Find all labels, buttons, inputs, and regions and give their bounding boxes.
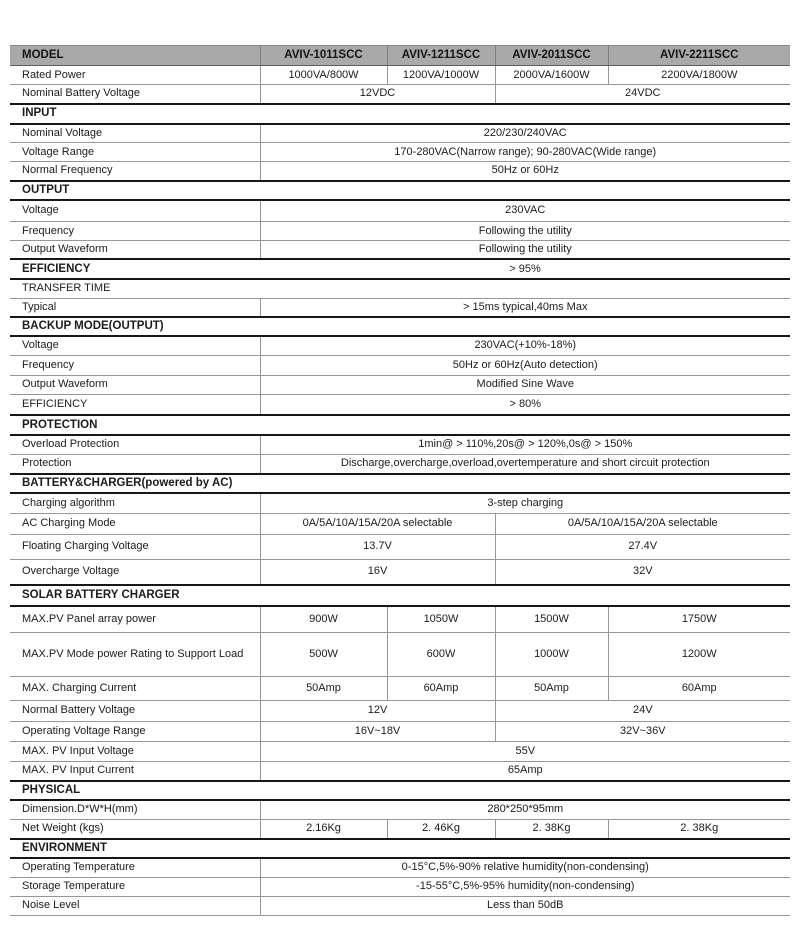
spec-row-protection [10, 454, 790, 474]
section-heading: BATTERY&CHARGER(powered by AC) [10, 474, 790, 493]
spec-value-cell: 2. 46Kg [387, 819, 495, 839]
spec-value-cell: 1200VA/1000W [387, 66, 495, 85]
row-label: Frequency [10, 355, 260, 375]
spec-value-cell: 16V [260, 559, 495, 585]
spec-value-cell: 2200VA/1800W [608, 66, 790, 85]
row-label: Normal Frequency [10, 162, 260, 181]
spec-row-dimension-d-w-h-mm [10, 800, 790, 819]
spec-row-ac-charging-mode [10, 513, 790, 534]
spec-value-cell: 50Hz or 60Hz(Auto detection) [260, 355, 790, 375]
row-label: Overcharge Voltage [10, 559, 260, 585]
spec-value-cell: > 15ms typical,40ms Max [260, 298, 790, 317]
model-header-label: MODEL [10, 46, 260, 66]
row-label: Normal Battery Voltage [10, 700, 260, 721]
spec-row-battery-charger-powered-by-ac [10, 474, 790, 493]
spec-row-output-waveform [10, 375, 790, 394]
spec-value-cell: 27.4V [495, 534, 790, 559]
spec-value-cell: 500W [260, 632, 387, 676]
spec-value-cell: 1050W [387, 606, 495, 632]
row-label: Operating Voltage Range [10, 721, 260, 741]
spec-row-overcharge-voltage [10, 559, 790, 585]
row-label: AC Charging Mode [10, 513, 260, 534]
spec-value-cell: 600W [387, 632, 495, 676]
row-label: EFFICIENCY [10, 394, 260, 415]
spec-row-efficiency [10, 259, 790, 279]
section-heading: ENVIRONMENT [10, 839, 790, 858]
row-label: Storage Temperature [10, 877, 260, 896]
row-label: MAX. PV Input Current [10, 761, 260, 781]
spec-value-cell: 16V~18V [260, 721, 495, 741]
spec-value-cell: 2.16Kg [260, 819, 387, 839]
spec-value-cell: -15-55°C,5%-95% humidity(non-condensing) [260, 877, 790, 896]
spec-value-cell: 50Amp [495, 676, 608, 700]
spec-row-normal-battery-voltage [10, 700, 790, 721]
spec-value-cell: 0-15°C,5%-90% relative humidity(non-condensing) [260, 858, 790, 877]
spec-row-charging-algorithm [10, 493, 790, 513]
spec-row-frequency [10, 355, 790, 375]
spec-value-cell: 50Hz or 60Hz [260, 162, 790, 181]
spec-value-cell: 2. 38Kg [608, 819, 790, 839]
row-label: Protection [10, 454, 260, 474]
spec-value-cell: 1000VA/800W [260, 66, 387, 85]
model-name-1: AVIV-1011SCC [260, 46, 387, 66]
row-label: Charging algorithm [10, 493, 260, 513]
row-label: Floating Charging Voltage [10, 534, 260, 559]
subsection-heading: TRANSFER TIME [10, 279, 790, 298]
spec-table-body [10, 66, 790, 916]
row-label: MAX. Charging Current [10, 676, 260, 700]
spec-row-rated-power [10, 66, 790, 85]
spec-row-max-pv-input-voltage [10, 741, 790, 761]
spec-value-cell: > 80% [260, 394, 790, 415]
section-heading: SOLAR BATTERY CHARGER [10, 585, 790, 606]
row-label: Typical [10, 298, 260, 317]
spec-value-cell: 1000W [495, 632, 608, 676]
row-label: Voltage [10, 336, 260, 355]
row-label: Noise Level [10, 896, 260, 915]
spec-value-cell: 280*250*95mm [260, 800, 790, 819]
row-label: Operating Temperature [10, 858, 260, 877]
spec-row-operating-temperature [10, 858, 790, 877]
spec-row-max-pv-input-current [10, 761, 790, 781]
spec-value-cell: 50Amp [260, 676, 387, 700]
spec-row-max-pv-panel-array-power [10, 606, 790, 632]
spec-row-normal-frequency [10, 162, 790, 181]
spec-value-cell: 32V [495, 559, 790, 585]
spec-row-net-weight-kgs [10, 819, 790, 839]
row-label: Voltage [10, 200, 260, 222]
spec-row-solar-battery-charger [10, 585, 790, 606]
section-heading: PROTECTION [10, 415, 790, 435]
spec-row-voltage-range [10, 143, 790, 162]
spec-value-cell: 1500W [495, 606, 608, 632]
spec-value-cell: Less than 50dB [260, 896, 790, 915]
spec-row-environment [10, 839, 790, 858]
spec-value-cell: 12VDC [260, 85, 495, 104]
row-label: MAX.PV Panel array power [10, 606, 260, 632]
spec-row-max-pv-mode-power-rating-to-support-load [10, 632, 790, 676]
spec-row-transfer-time [10, 279, 790, 298]
spec-value-cell: 1min@ > 110%,20s@ > 120%,0s@ > 150% [260, 435, 790, 454]
spec-row-output-waveform [10, 241, 790, 260]
spec-row-input [10, 104, 790, 124]
spec-value-cell: 170-280VAC(Narrow range); 90-280VAC(Wide range) [260, 143, 790, 162]
spec-row-noise-level [10, 896, 790, 915]
section-heading: OUTPUT [10, 181, 790, 200]
spec-row-output [10, 181, 790, 200]
spec-row-operating-voltage-range [10, 721, 790, 741]
spec-value-cell: 0A/5A/10A/15A/20A selectable [495, 513, 790, 534]
model-name-2: AVIV-1211SCC [387, 46, 495, 66]
section-heading: INPUT [10, 104, 790, 124]
spec-value-cell: 13.7V [260, 534, 495, 559]
row-label: Nominal Voltage [10, 124, 260, 143]
spec-row-nominal-battery-voltage [10, 85, 790, 104]
spec-value-cell: 1750W [608, 606, 790, 632]
spec-value-cell: 24VDC [495, 85, 790, 104]
spec-value-cell: 60Amp [387, 676, 495, 700]
row-label: Nominal Battery Voltage [10, 85, 260, 104]
spec-value-cell: 3-step charging [260, 493, 790, 513]
row-label: Dimension.D*W*H(mm) [10, 800, 260, 819]
spec-value-cell: 0A/5A/10A/15A/20A selectable [260, 513, 495, 534]
spec-row-typical [10, 298, 790, 317]
spec-value-cell: 900W [260, 606, 387, 632]
model-name-3: AVIV-2011SCC [495, 46, 608, 66]
row-label: Rated Power [10, 66, 260, 85]
row-label: Overload Protection [10, 435, 260, 454]
spec-value-cell: 2000VA/1600W [495, 66, 608, 85]
spec-value-cell: 65Amp [260, 761, 790, 781]
spec-row-storage-temperature [10, 877, 790, 896]
spec-row-voltage [10, 336, 790, 355]
spec-value-cell: 1200W [608, 632, 790, 676]
spec-value-cell: 60Amp [608, 676, 790, 700]
spec-row-protection [10, 415, 790, 435]
spec-row-physical [10, 781, 790, 800]
spec-value-cell: 55V [260, 741, 790, 761]
model-header-row [10, 46, 790, 66]
spec-row-frequency [10, 222, 790, 241]
section-heading: PHYSICAL [10, 781, 790, 800]
spec-value-cell: Discharge,overcharge,overload,overtemperature and short circuit protection [260, 454, 790, 474]
spec-row-nominal-voltage [10, 124, 790, 143]
spec-value-cell: Following the utility [260, 241, 790, 260]
spec-row-backup-mode-output [10, 317, 790, 336]
section-heading: EFFICIENCY [10, 259, 260, 279]
spec-value-cell: 32V~36V [495, 721, 790, 741]
spec-value-cell: 2. 38Kg [495, 819, 608, 839]
spec-value-cell: Modified Sine Wave [260, 375, 790, 394]
row-label: Output Waveform [10, 375, 260, 394]
spec-value-cell: 220/230/240VAC [260, 124, 790, 143]
spec-value-cell: Following the utility [260, 222, 790, 241]
section-value: > 95% [260, 259, 790, 279]
section-heading: BACKUP MODE(OUTPUT) [10, 317, 790, 336]
spec-table [10, 45, 790, 916]
spec-value-cell: 230VAC [260, 200, 790, 222]
spec-row-floating-charging-voltage [10, 534, 790, 559]
row-label: Frequency [10, 222, 260, 241]
row-label: Voltage Range [10, 143, 260, 162]
spec-row-voltage [10, 200, 790, 222]
row-label: MAX.PV Mode power Rating to Support Load [10, 632, 260, 676]
row-label: Net Weight (kgs) [10, 819, 260, 839]
model-name-4: AVIV-2211SCC [608, 46, 790, 66]
spec-row-efficiency [10, 394, 790, 415]
spec-row-overload-protection [10, 435, 790, 454]
row-label: MAX. PV Input Voltage [10, 741, 260, 761]
spec-value-cell: 12V [260, 700, 495, 721]
spec-value-cell: 230VAC(+10%-18%) [260, 336, 790, 355]
row-label: Output Waveform [10, 241, 260, 260]
spec-value-cell: 24V [495, 700, 790, 721]
spec-row-max-charging-current [10, 676, 790, 700]
